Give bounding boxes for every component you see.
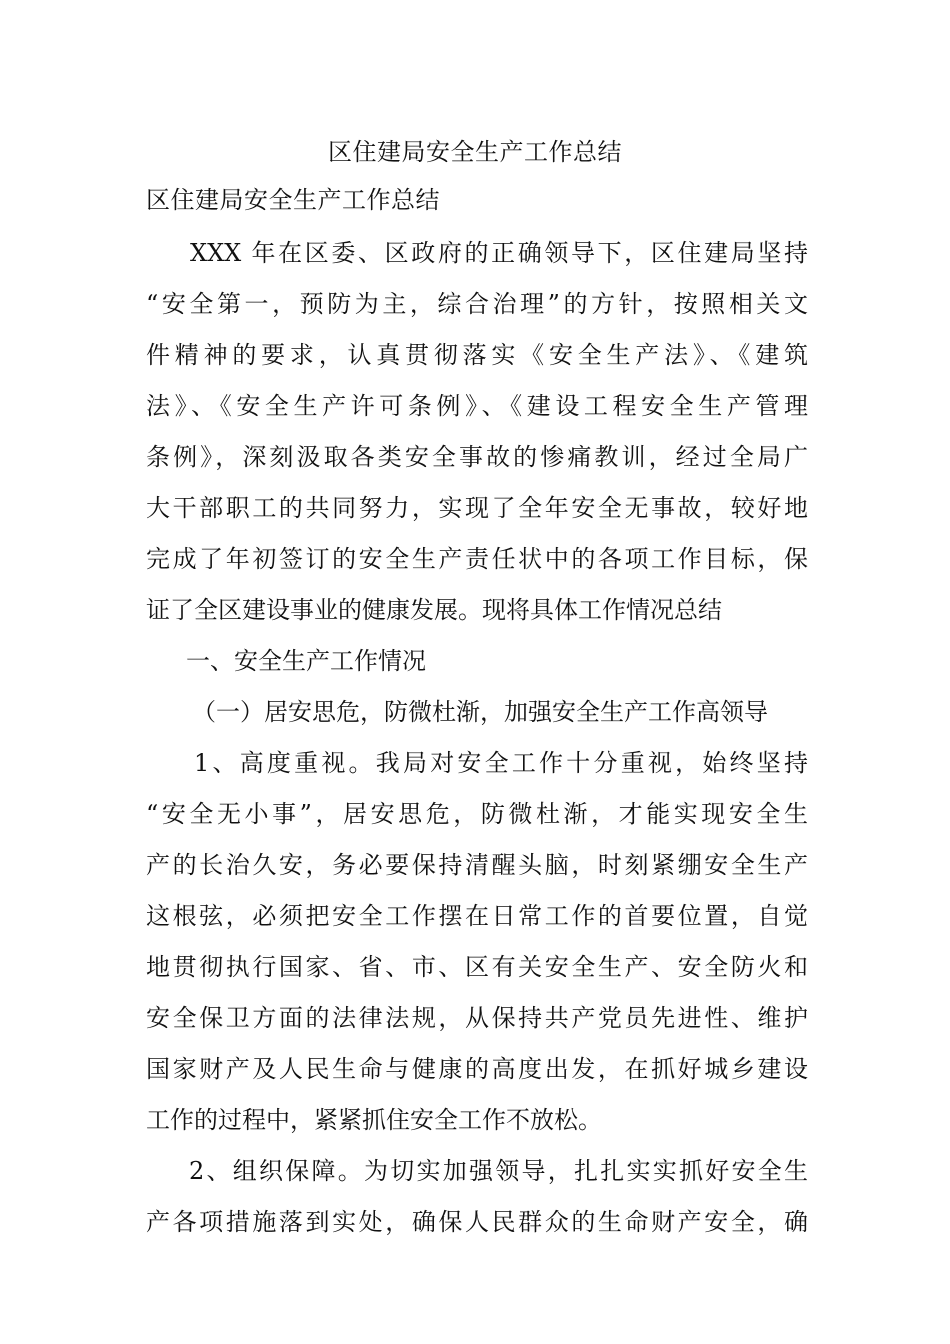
paragraph-line: XXX 年在区委、区政府的正确领导下，区住建局坚持 [190,239,808,267]
paragraph-line: 产各项措施落到实处，确保人民群众的生命财产安全，确 [146,1208,808,1236]
paragraph-line: 1、高度重视。我局对安全工作十分重视，始终坚持 [194,749,808,777]
paragraph-line: “安全无小事”，居安思危，防微杜渐，才能实现安全生 [146,800,808,828]
paragraph-line: 2、组织保障。为切实加强领导，扎扎实实抓好安全生 [189,1157,808,1185]
document-body [146,228,808,1248]
paragraph-line: 国家财产及人民生命与健康的高度出发，在抓好城乡建设 [146,1055,808,1083]
paragraph-line: 完成了年初签订的安全生产责任状中的各项工作目标，保 [146,545,808,573]
paragraph-line: 证了全区建设事业的健康发展。现将具体工作情况总结 [146,596,722,624]
paragraph-line: 大干部职工的共同努力，实现了全年安全无事故，较好地 [146,494,808,522]
document-subtitle: 区住建局安全生产工作总结 [146,186,440,214]
paragraph-intro [146,228,808,636]
paragraph-item-1 [146,738,808,1146]
paragraph-line: 条例》，深刻汲取各类安全事故的惨痛教训，经过全局广 [146,443,808,471]
paragraph-line: 安全保卫方面的法律法规，从保持共产党员先进性、维护 [146,1004,808,1032]
page-title: 区住建局安全生产工作总结 [328,138,622,166]
paragraph-line: 地贯彻执行国家、省、市、区有关安全生产、安全防火和 [146,953,808,981]
paragraph-item-2 [146,1146,808,1248]
paragraph-line: 工作的过程中，紧紧抓住安全工作不放松。 [146,1106,602,1134]
paragraph-line: 这根弦，必须把安全工作摆在日常工作的首要位置，自觉 [146,902,808,930]
subsection-heading: （一）居安思危，防微杜渐，加强安全生产工作高领导 [192,698,768,726]
paragraph-line: “安全第一，预防为主，综合治理”的方针，按照相关文 [146,290,808,318]
section-heading: 一、安全生产工作情况 [186,647,426,675]
paragraph-line: 法》、《安全生产许可条例》、《建设工程安全生产管理 [146,392,808,420]
paragraph-line: 件精神的要求，认真贯彻落实《安全生产法》、《建筑 [146,341,808,369]
paragraph-line: 产的长治久安，务必要保持清醒头脑，时刻紧绷安全生产 [146,851,808,879]
